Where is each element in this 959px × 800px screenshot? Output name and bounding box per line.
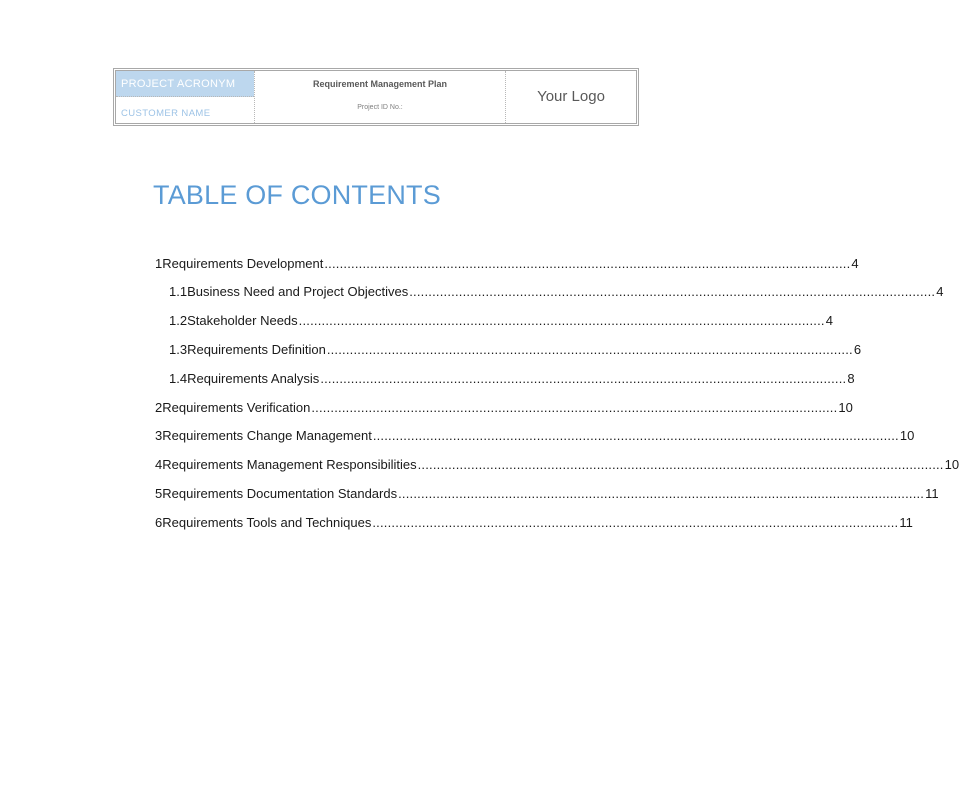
toc-dot-leader: .......................................................................................................................................... (372, 428, 899, 443)
toc-entry-number: 1.1 (169, 284, 188, 299)
toc-entry-number: 6 (155, 515, 163, 530)
toc-entry-page: 6 (853, 342, 862, 357)
toc-entry-number: 4 (155, 457, 163, 472)
toc-entry-number: 1.4 (169, 371, 188, 386)
toc-entry-4[interactable] (155, 457, 959, 477)
toc-entry-page: 4 (825, 313, 833, 328)
project-acronym: PROJECT ACRONYM (116, 71, 254, 97)
toc-entry-page: 11 (925, 486, 939, 501)
toc-entry-number: 2 (155, 400, 163, 415)
toc-dot-leader: .......................................................................................................................................... (320, 371, 847, 386)
toc-entry-1-1[interactable] (169, 284, 944, 304)
header-left-cell (116, 71, 255, 123)
toc-entry-page: 10 (838, 400, 853, 415)
toc-entry-number: 3 (155, 428, 163, 443)
toc-entry-title: Requirements Development (162, 256, 324, 271)
toc-entry-page: 10 (944, 457, 959, 472)
toc-entry-page: 10 (899, 428, 915, 443)
toc-dot-leader: .......................................................................................................................................... (324, 256, 851, 271)
toc-entry-6[interactable] (155, 515, 913, 535)
toc-entry-number: 1.2 (169, 313, 188, 328)
toc-dot-leader: .......................................................................................................................................... (417, 457, 944, 472)
toc-entry-title: Requirements Verification (162, 400, 311, 415)
toc-entry-page: 8 (847, 371, 855, 386)
toc-entry-title: Requirements Documentation Standards (162, 486, 398, 501)
toc-dot-leader: .......................................................................................................................................... (298, 313, 825, 328)
toc-entry-title: Stakeholder Needs (187, 313, 298, 328)
toc-entry-number: 1.3 (169, 342, 188, 357)
toc-entry-title: Requirements Analysis (187, 371, 320, 386)
toc-entry-number: 5 (155, 486, 163, 501)
toc-entry-number: 1 (155, 256, 163, 271)
document-title: Requirement Management Plan (312, 79, 448, 89)
header-middle-cell (255, 71, 506, 123)
toc-dot-leader: .......................................................................................................................................... (326, 342, 853, 357)
logo-placeholder: Your Logo (537, 87, 605, 105)
toc-entry-2[interactable] (155, 400, 853, 420)
toc-entry-title: Requirements Tools and Techniques (162, 515, 372, 530)
toc-entry-page: 4 (936, 284, 944, 299)
toc-entry-1-2[interactable] (169, 313, 833, 333)
toc-entry-page: 11 (899, 515, 913, 530)
toc-entry-page: 4 (851, 256, 859, 271)
document-header (113, 68, 639, 126)
customer-name: CUSTOMER NAME (121, 108, 211, 119)
toc-dot-leader: .......................................................................................................................................... (398, 486, 925, 501)
toc-entry-1[interactable] (155, 256, 859, 276)
toc-dot-leader: .......................................................................................................................................... (311, 400, 838, 415)
toc-entry-3[interactable] (155, 428, 915, 448)
toc-heading: TABLE OF CONTENTS (153, 180, 441, 210)
toc-entry-title: Business Need and Project Objectives (187, 284, 409, 299)
toc-entry-title: Requirements Management Responsibilities (162, 457, 417, 472)
project-id-label: Project ID No.: (357, 104, 403, 111)
toc-entry-1-4[interactable] (169, 371, 855, 391)
toc-dot-leader: .......................................................................................................................................... (409, 284, 936, 299)
toc-entry-title: Requirements Change Management (162, 428, 372, 443)
toc-dot-leader: .......................................................................................................................................... (372, 515, 899, 530)
toc-entry-1-3[interactable] (169, 342, 862, 362)
toc-entry-title: Requirements Definition (187, 342, 326, 357)
toc-entry-5[interactable] (155, 486, 939, 506)
